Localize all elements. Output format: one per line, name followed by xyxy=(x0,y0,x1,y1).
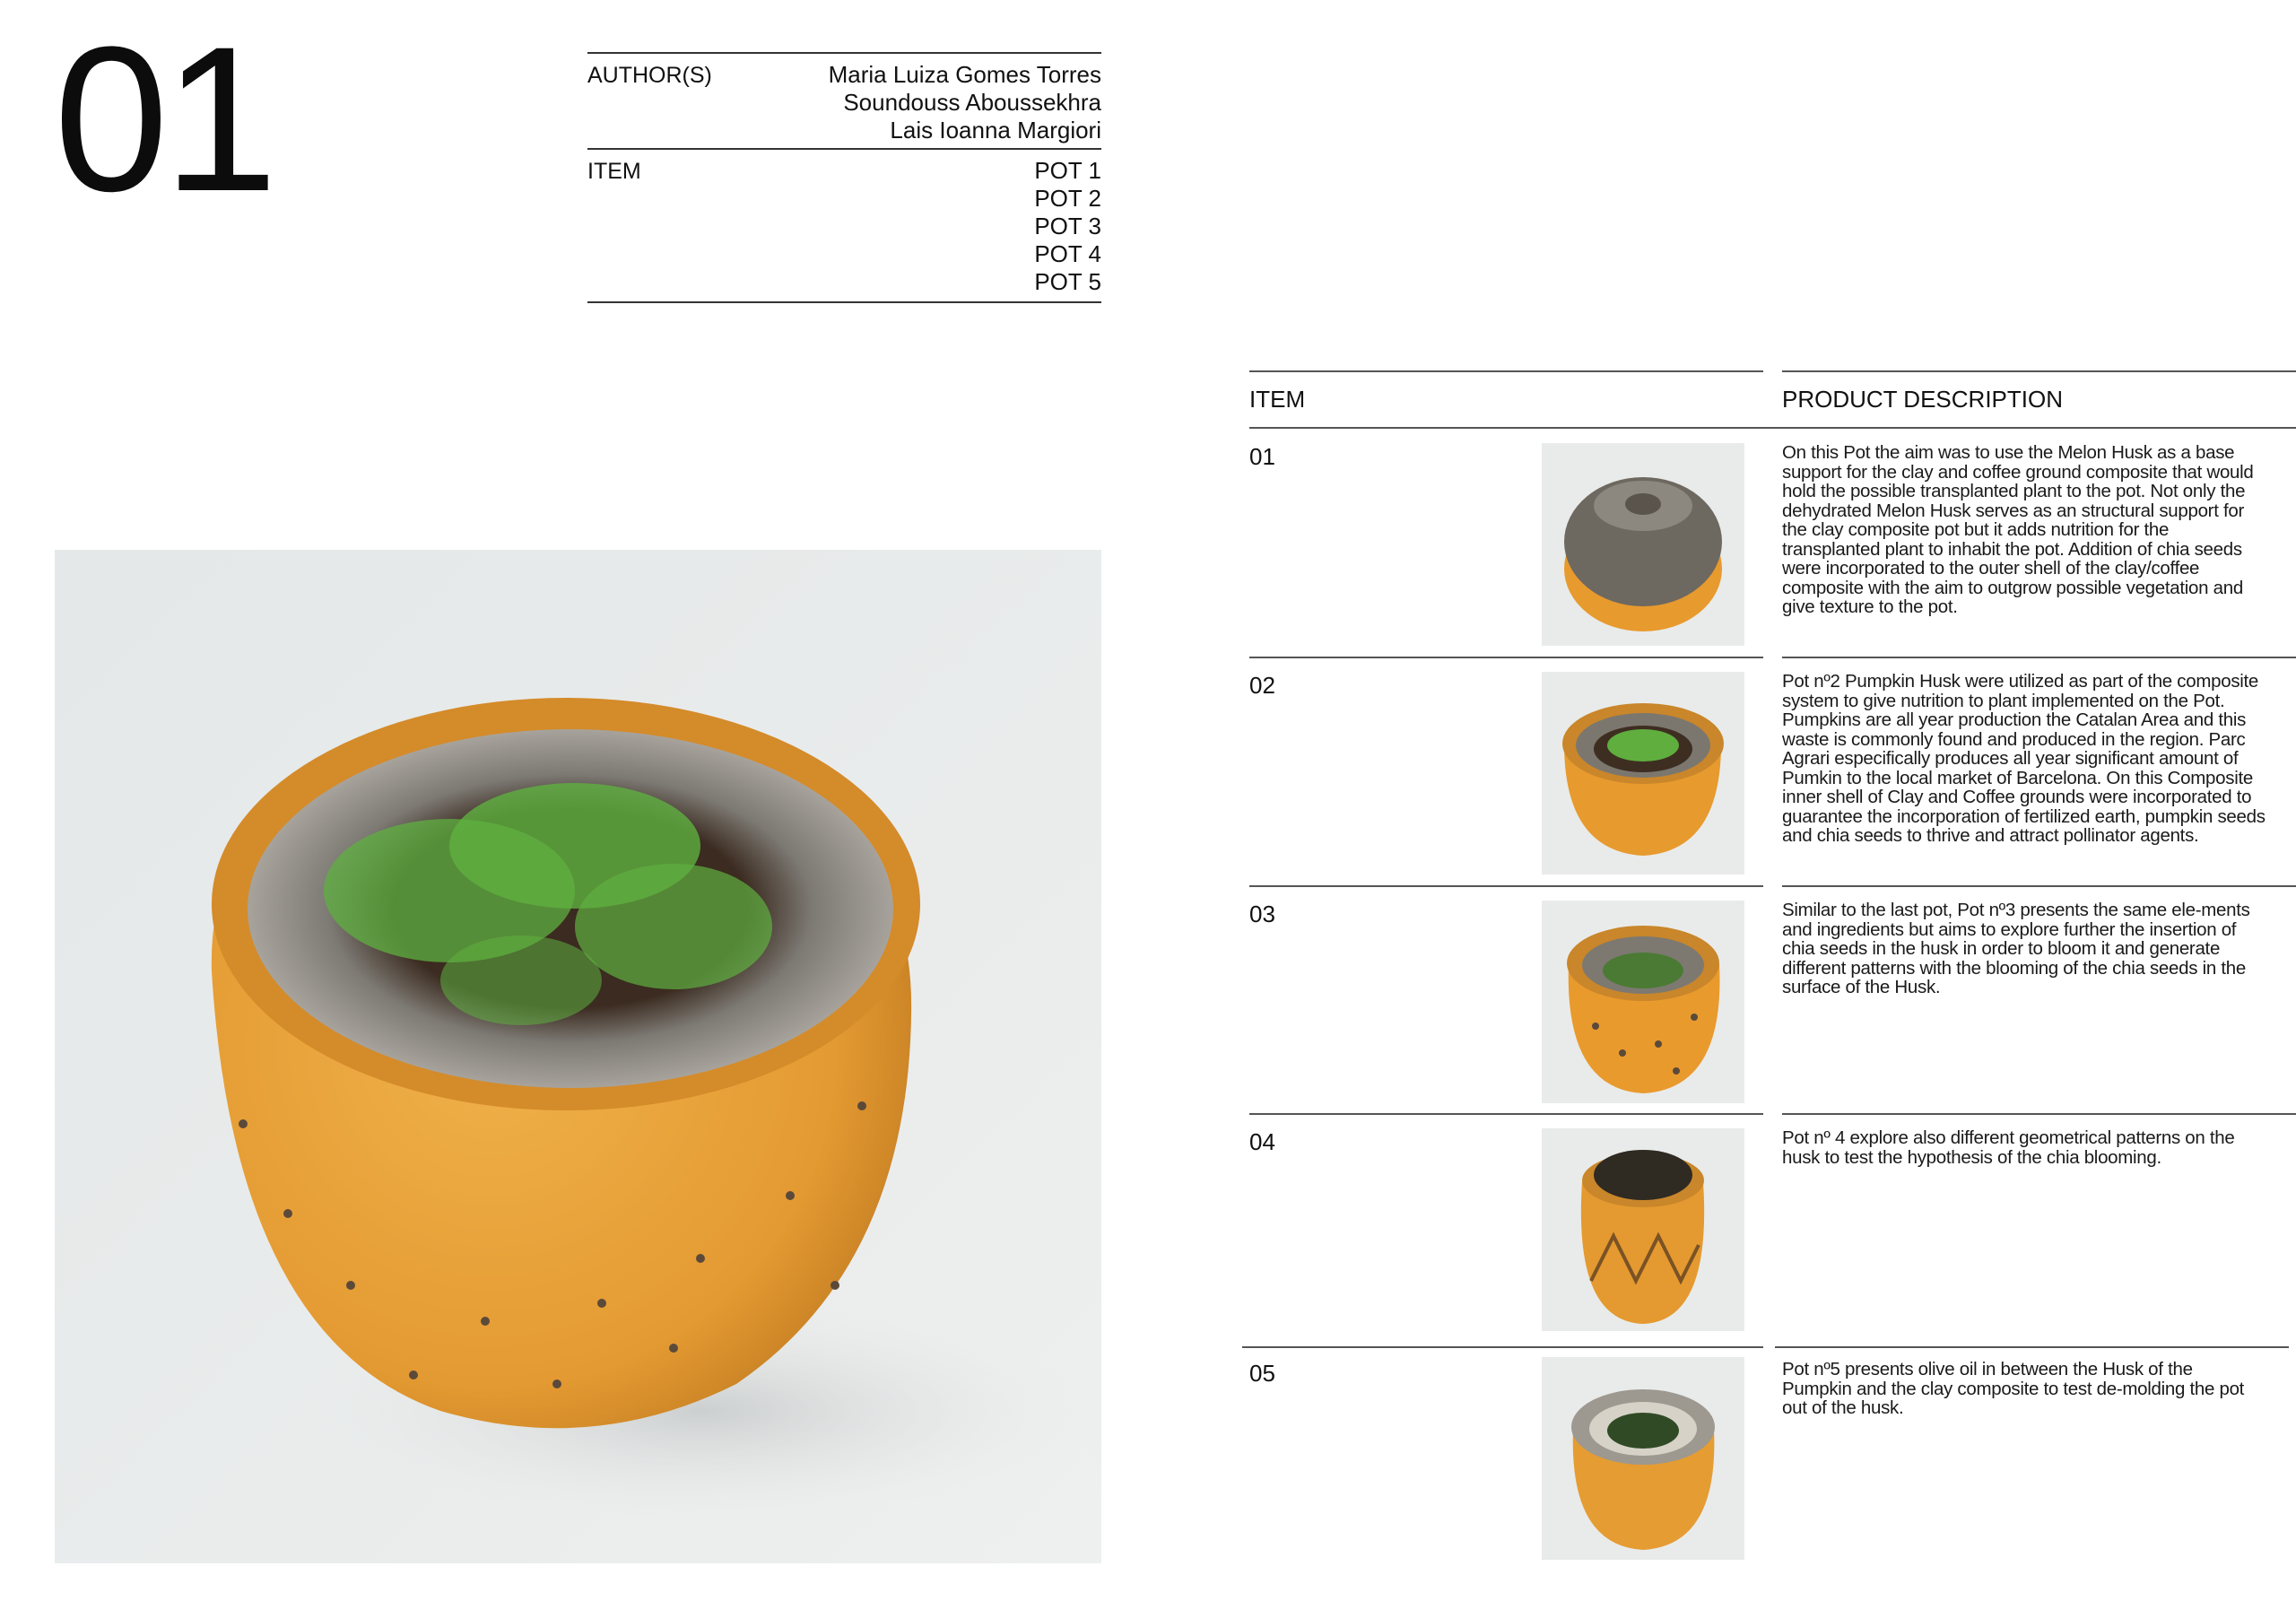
row-number: 03 xyxy=(1249,901,1275,927)
items-list xyxy=(1034,157,1101,296)
author-name: Maria Luiza Gomes Torres xyxy=(828,61,1101,88)
page-number: 01 xyxy=(54,4,273,234)
row-divider xyxy=(1242,1346,1763,1348)
row-description: Similar to the last pot, Pot nº3 presents the same ele-ments and ingredients but aims to explore further the insertion of chia seeds in the husk in order to bloom it and generate different patterns with the blooming of the chia seeds in the surface of the Husk. xyxy=(1782,900,2250,997)
pot-thumbnail xyxy=(1542,1128,1744,1331)
author-name: Lais Ioanna Margiori xyxy=(890,117,1101,144)
row-description: On this Pot the aim was to use the Melon Husk as a base support for the clay and coffee ground composite that would hold the possible transplanted plant to the pot. Not only the dehydrated Melon Husk serves as an structural support for the clay composite pot but it adds nutrition for the transplanted plant to inhabit the pot. Addition of chia seeds were incorporated to the outer shell of the clay/coffee composite with the aim to outgrow possible vegetation and give texture to the pot. xyxy=(1782,442,2254,617)
row-description: Pot nº5 presents olive oil in between the Husk of the Pumpkin and the clay composite to test de-molding the pot out of the husk. xyxy=(1782,1359,2245,1418)
meta-table xyxy=(587,52,1101,303)
column-header-item: ITEM xyxy=(1249,386,1306,413)
row-number: 04 xyxy=(1249,1128,1275,1155)
row-divider xyxy=(1775,1346,2289,1348)
row-number: 05 xyxy=(1249,1360,1275,1387)
pot-thumbnail xyxy=(1542,672,1744,875)
row-divider xyxy=(1782,1113,2296,1115)
item-name: POT 2 xyxy=(1034,185,1101,212)
row-number: 01 xyxy=(1249,443,1275,470)
row-description: Pot nº 4 explore also different geometrical patterns on the husk to test the hypothesis of the chia blooming. xyxy=(1782,1127,2235,1168)
column-header-description: PRODUCT DESCRIPTION xyxy=(1782,386,2063,413)
row-divider xyxy=(1249,657,1763,658)
item-name: POT 3 xyxy=(1034,213,1101,239)
row-divider xyxy=(1782,657,2296,658)
pot-thumbnail xyxy=(1542,1357,1744,1560)
items-label: ITEM xyxy=(587,159,641,184)
row-number: 02 xyxy=(1249,672,1275,699)
row-divider xyxy=(1249,885,1763,887)
row-divider xyxy=(1782,885,2296,887)
table-top-rule xyxy=(1249,370,1763,372)
item-name: POT 5 xyxy=(1034,268,1101,295)
divider xyxy=(587,301,1101,303)
item-name: POT 1 xyxy=(1034,157,1101,184)
item-name: POT 4 xyxy=(1034,240,1101,267)
authors-list xyxy=(829,61,1101,144)
pot-thumbnail xyxy=(1542,443,1744,646)
items-row xyxy=(587,150,1101,301)
author-name: Soundouss Aboussekhra xyxy=(843,89,1101,116)
header-bottom-rule xyxy=(1249,427,2296,429)
row-description: Pot nº2 Pumpkin Husk were utilized as part of the composite system to give nutrition to plant implemented on the Pot. Pumpkins are all year production the Catalan Area and this waste is commonly found and produced in the region. Parc Agrari especifically produces all year significant amount of Pumkin to the local market of Barcelona. On this Composite inner shell of Clay and Coffee grounds were incorporated to guarantee the incorporation of fertilized earth, pumpkin seeds and chia seeds to thrive and attract pollinator agents. xyxy=(1782,671,2266,846)
main-pot-photo xyxy=(55,550,1101,1563)
authors-row xyxy=(587,54,1101,148)
row-divider xyxy=(1249,1113,1763,1115)
pot-thumbnail xyxy=(1542,901,1744,1103)
authors-label: AUTHOR(S) xyxy=(587,63,712,88)
table-top-rule xyxy=(1782,370,2296,372)
